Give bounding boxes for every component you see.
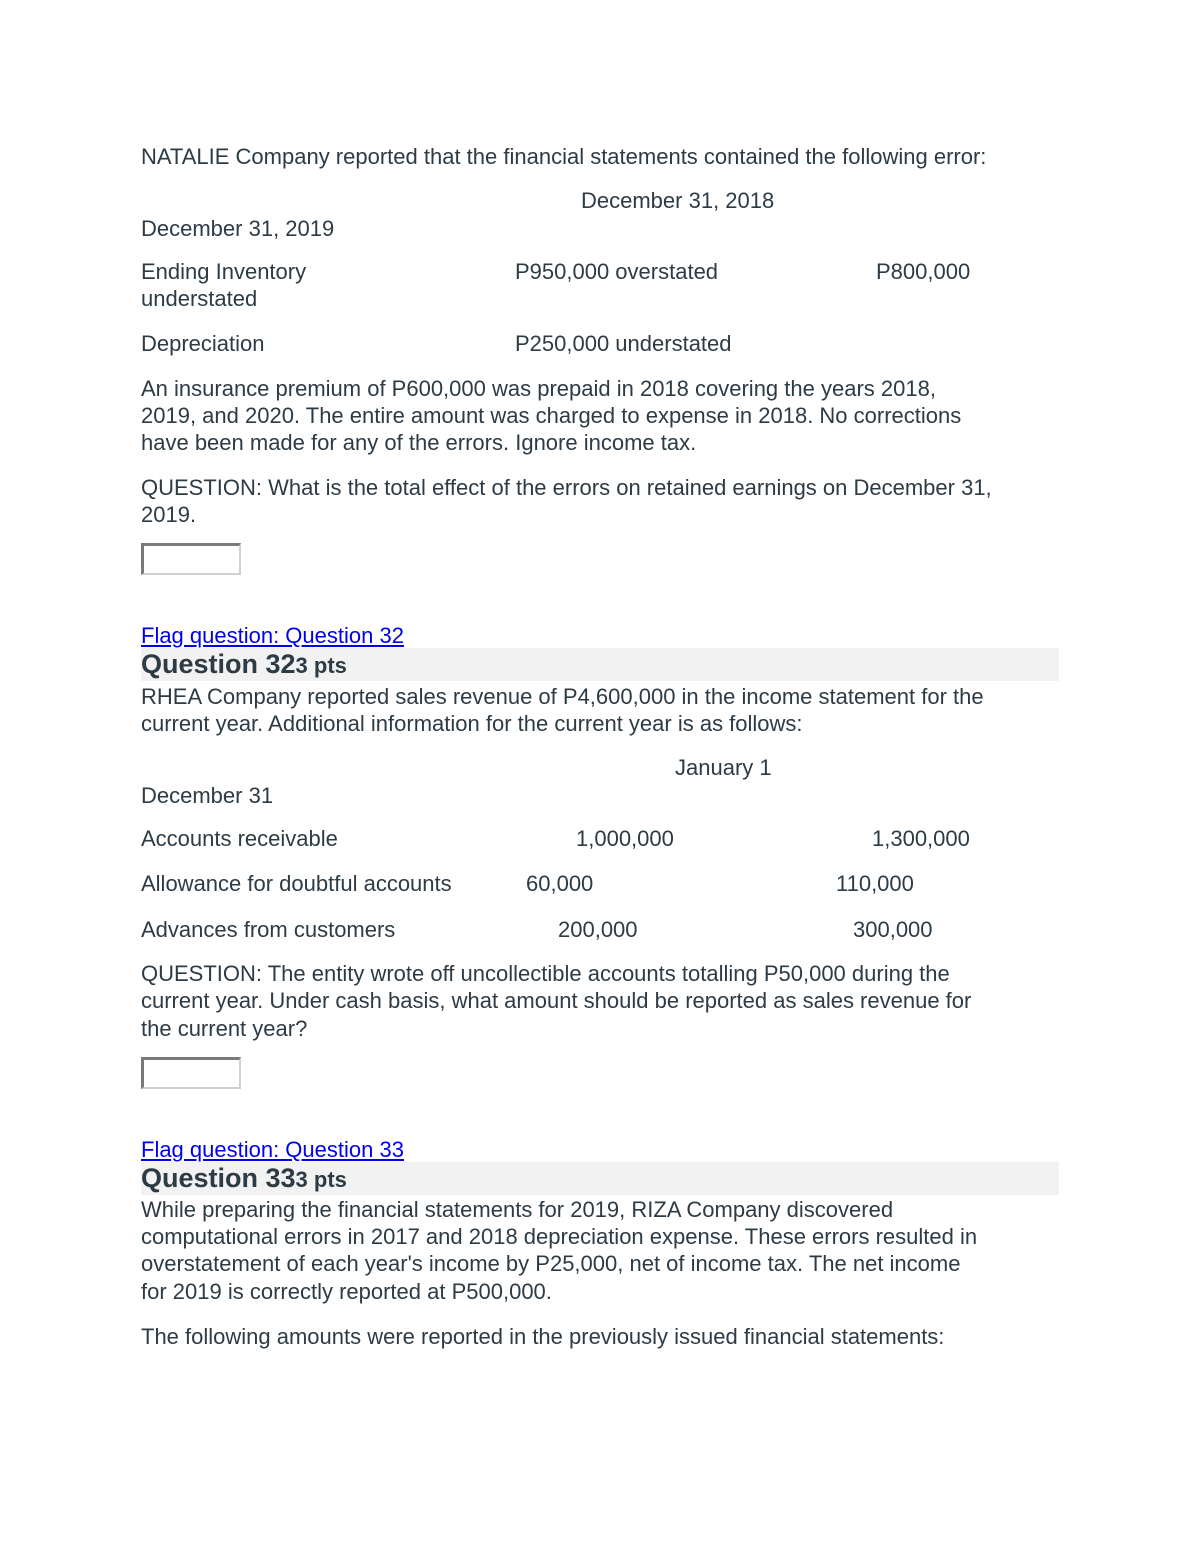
q31-para-line2: 2019, and 2020. The entire amount was charged to expense in 2018. No corrections [141,403,962,428]
q31-question-line2: 2019. [141,502,197,527]
q31-para-line1: An insurance premium of P600,000 was prepaid in 2018 covering the years 2018, [141,376,936,401]
q32-row-label: Accounts receivable [141,826,338,851]
q32-answer-input[interactable] [141,1057,241,1089]
q31-para-line3: have been made for any of the errors. Ignore income tax. [141,430,697,455]
q31-intro: NATALIE Company reported that the financial statements contained the following error: [141,144,987,169]
q32-row-label: Advances from customers [141,917,396,942]
q33-para-line3: overstatement of each year's income by P25,000, net of income tax. The net income [141,1251,961,1276]
q31-row1-col2-cont: understated [141,286,258,311]
q32-pts: 3 pts [295,653,347,678]
q31-row2-col1: P250,000 understated [515,331,732,356]
q32-row-dec: 1,300,000 [872,826,970,851]
q33-title: Question 33 [141,1163,296,1193]
q33-header [141,1162,1059,1195]
q32-row-jan: 60,000 [526,871,594,896]
q32-row-dec: 300,000 [853,917,933,942]
q32-row-label: Allowance for doubtful accounts [141,871,452,896]
q33-para-line2: computational errors in 2017 and 2018 depreciation expense. These errors resulted in [141,1224,978,1249]
q33-para-line4: for 2019 is correctly reported at P500,000. [141,1279,552,1304]
q31-row1-col1: P950,000 overstated [515,259,719,284]
q32-question-line2: current year. Under cash basis, what amount should be reported as sales revenue for [141,988,972,1013]
q32-col2-header: December 31 [141,783,274,808]
q33-para-line1: While preparing the financial statements for 2019, RIZA Company discovered [141,1197,894,1222]
q32-row-jan: 200,000 [558,917,638,942]
q31-answer-input[interactable] [141,543,241,575]
q31-row1-col2: P800,000 [876,259,971,284]
q31-col2-header: December 31, 2019 [141,216,335,241]
q32-intro-line2: current year. Additional information for the current year is as follows: [141,711,803,736]
q32-title: Question 32 [141,649,296,679]
q31-row2-label: Depreciation [141,331,265,356]
q31-row1-label: Ending Inventory [141,259,307,284]
q32-row-jan: 1,000,000 [576,826,674,851]
q32-header [141,648,1059,681]
q32-question-line1: QUESTION: The entity wrote off uncollectible accounts totalling P50,000 during the [141,961,950,986]
q32-title-wrap [141,649,347,680]
q32-intro-line1: RHEA Company reported sales revenue of P4,600,000 in the income statement for the [141,684,984,709]
q33-pts: 3 pts [295,1167,347,1192]
q32-question-line3: the current year? [141,1016,308,1041]
q33-title-wrap [141,1163,347,1194]
q33-flag-link[interactable]: Flag question: Question 33 [141,1137,404,1162]
q33-following: The following amounts were reported in the previously issued financial statements: [141,1324,945,1349]
q32-row-dec: 110,000 [836,871,914,896]
q32-flag-link[interactable]: Flag question: Question 32 [141,623,404,648]
q32-col1-header: January 1 [675,755,772,780]
q31-col1-header: December 31, 2018 [581,188,775,213]
q31-question-line1: QUESTION: What is the total effect of the errors on retained earnings on December 31, [141,475,992,500]
